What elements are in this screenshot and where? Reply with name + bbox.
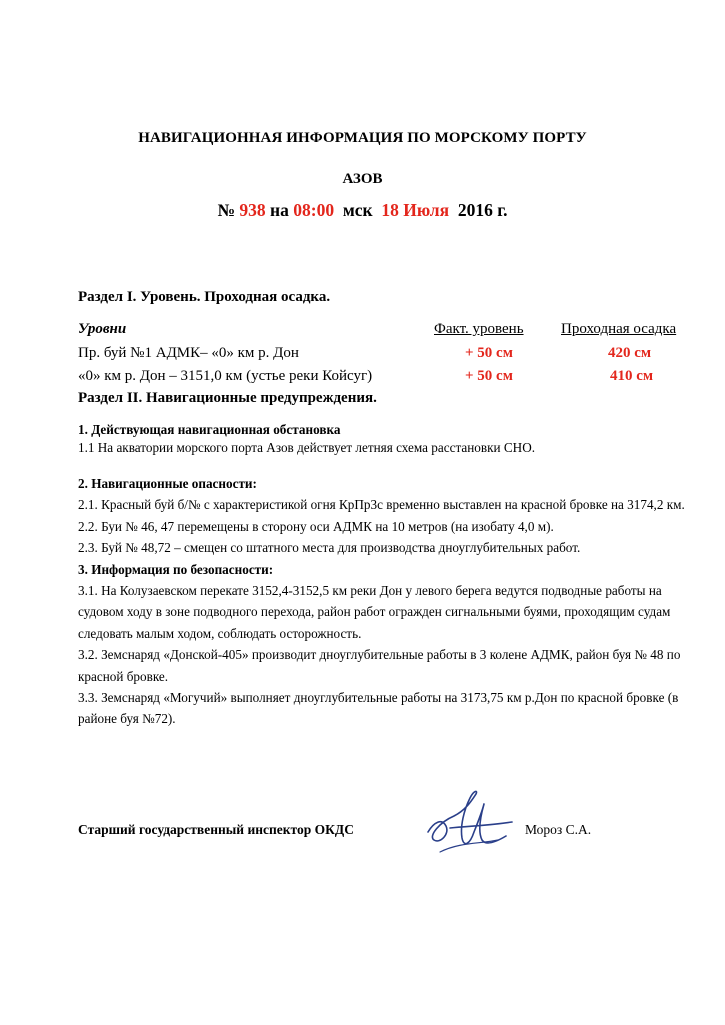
document-title: НАВИГАЦИОННАЯ ИНФОРМАЦИЯ ПО МОРСКОМУ ПОРТУ: [138, 130, 587, 146]
report-year: 2016 г.: [449, 200, 508, 220]
report-date: 18 Июля: [381, 200, 450, 220]
report-number: 938: [239, 200, 266, 220]
section2-body: [78, 421, 698, 730]
paragraph: 2.3. Буй № 48,72 – смещен со штатного места для производства дноуглубительных работ.: [78, 540, 581, 556]
signatory-name: Мороз С.А.: [525, 822, 592, 837]
paragraph: 3.1. На Колузаевском перекате 3152,4-3152,5 км реки Дон у левого берега ведутся подводные работы на судовом ходу в зоне подводного перехода, район работ огражден сигнальными буями, проходящим судам следовать малым ходом, соблюдать осторожность.: [78, 583, 671, 641]
table-row-draft: 410 см: [610, 368, 654, 384]
col-draft-header: Проходная осадка: [561, 321, 677, 337]
paragraph-heading: 2. Навигационные опасности:: [78, 476, 257, 491]
handwritten-signature: [420, 782, 520, 867]
report-number-line: [0, 200, 725, 221]
paragraph: 3.2. Земснаряд «Донской-405» производит дноуглубительные работы в 3 колене АДМК, район буя № 48 по красной бровке.: [78, 647, 681, 684]
paragraph: 3.3. Земснаряд «Могучий» выполняет дноуглубительные работы на 3173,75 км р.Дон по красной бровке (в районе буя №72).: [78, 690, 679, 727]
paragraph: 1.1 На акватории морского порта Азов действует летняя схема расстановки СНО.: [78, 440, 536, 455]
report-time: 08:00: [293, 200, 335, 220]
paragraph-heading: 1. Действующая навигационная обстановка: [78, 422, 341, 437]
col-levels-header: Уровни: [78, 321, 127, 337]
table-row-fact: + 50 см: [465, 345, 513, 361]
table-row-draft: 420 см: [608, 345, 652, 361]
port-name: АЗОВ: [342, 171, 383, 187]
at-word: на: [265, 200, 294, 220]
table-row-fact: + 50 см: [465, 368, 513, 384]
section2-heading: Раздел II. Навигационные предупреждения.: [78, 390, 377, 406]
paragraph: 2.2. Буи № 46, 47 перемещены в сторону оси АДМК на 10 метров (на изобату 4,0 м).: [78, 518, 554, 534]
number-prefix: №: [217, 200, 240, 220]
section1-heading: Раздел I. Уровень. Проходная осадка.: [78, 289, 331, 305]
timezone: мск: [334, 200, 382, 220]
table-row-place: «0» км р. Дон – 3151,0 км (устье реки Койсуг): [78, 368, 373, 384]
table-row-place: Пр. буй №1 АДМК– «0» км р. Дон: [78, 345, 299, 361]
col-fact-header: Факт. уровень: [434, 321, 524, 337]
paragraph-heading: 3. Информация по безопасности:: [78, 561, 274, 577]
paragraph: 2.1. Красный буй б/№ с характеристикой огня КрПр3с временно выставлен на красной бровке на 3174,2 км.: [78, 497, 685, 513]
signatory-position: Старший государственный инспектор ОКДС: [78, 822, 354, 837]
